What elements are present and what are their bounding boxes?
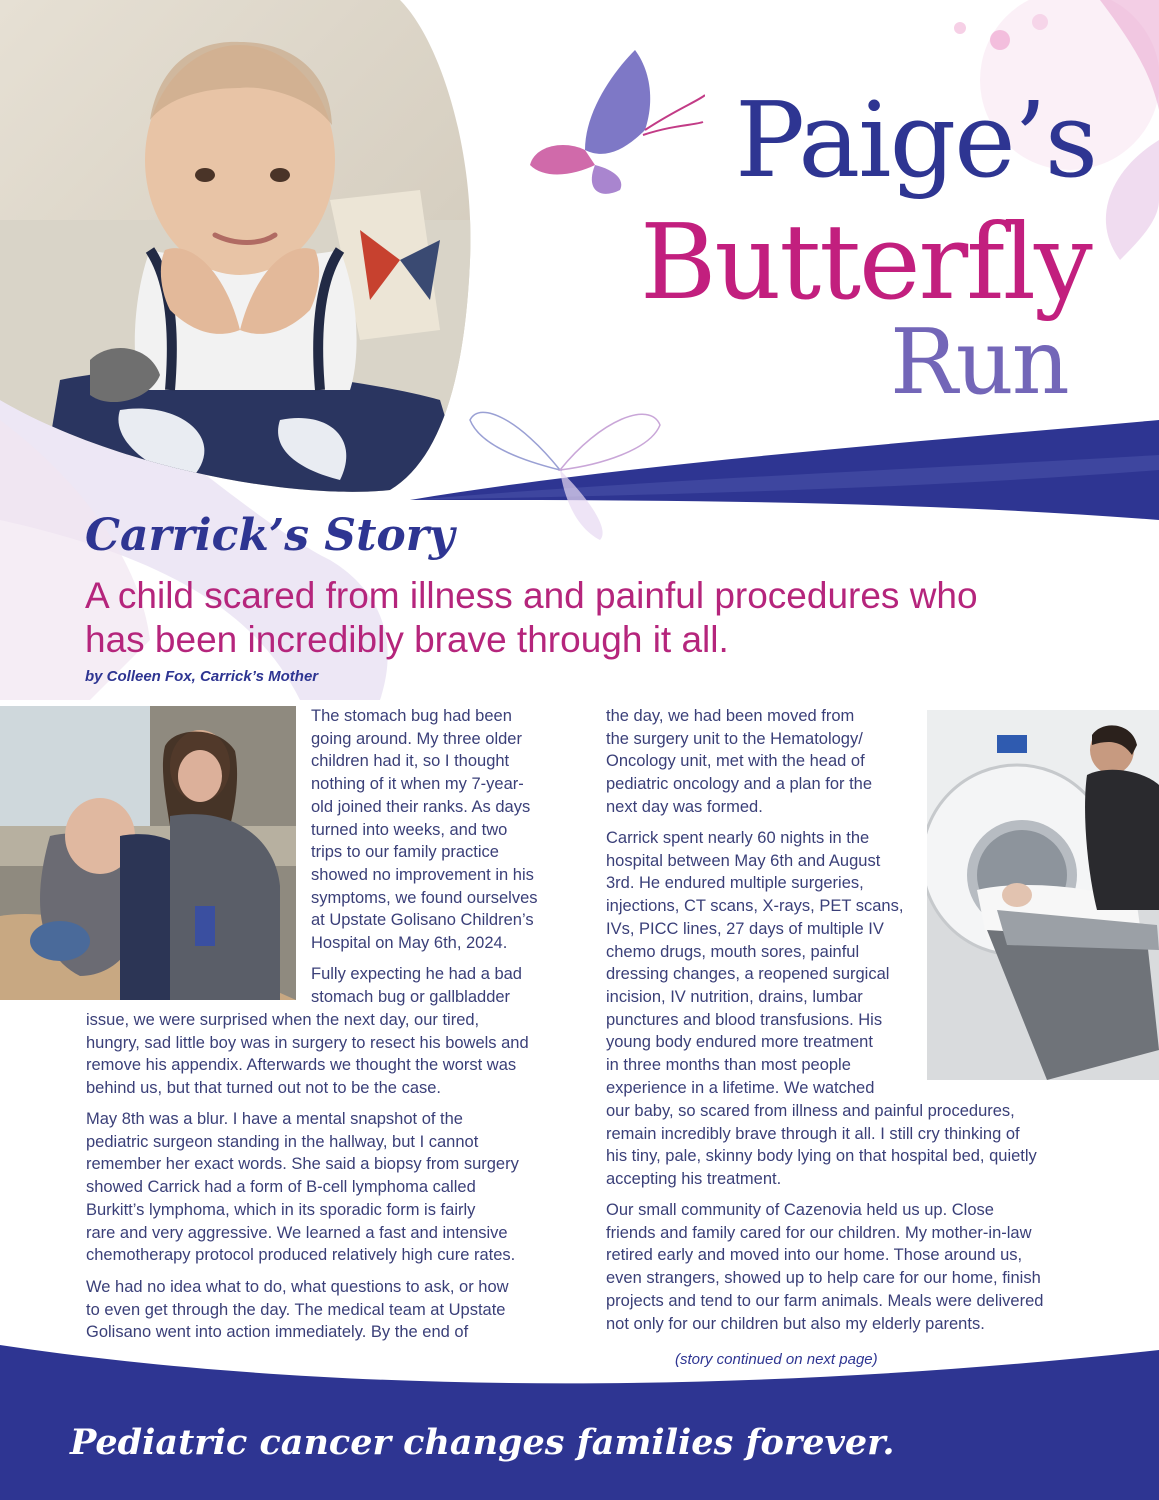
footer-tagline: Pediatric cancer changes families forever.	[70, 1422, 895, 1463]
continued-note: (story continued on next page)	[675, 1351, 878, 1368]
group-photo	[0, 706, 296, 1000]
col1-para1: The stomach bug had been going around. My three older children had it, so I thought nothing of it when my 7-year- old joined their ranks. As days turned into weeks, and two trips to our family practice showed no improvement in his symptoms, we found ourselves at Upstate Golisano Children’s Hospital on May 6th, 2024.	[311, 707, 538, 953]
butterfly-icon	[525, 40, 705, 210]
title-line-run: Run	[890, 310, 1068, 415]
col2-para1: the day, we had been moved from the surgery unit to the Hematology/ Oncology unit, met with the head of pediatric oncology and a plan for the next day was formed.	[606, 707, 873, 816]
story-subtitle: A child scared from illness and painful procedures who has been incredibly brave through it all.	[85, 575, 978, 660]
col2-para2-start: Carrick spent nearly 60 nights in the hospital between May 6th and August 3rd. He endured multiple surgeries, injections, CT scans, X-rays, PET scans, IVs, PICC lines, 27 days of multiple IV chemo drugs, mouth sores, painful dressing changes, a reopened surgical incision, IV nutrition, drains, lumbar punctures and blood transfusions. His young body endured more treatment in three months than most people experience in a lifetime. We watched	[606, 829, 904, 1097]
col2-para3: Our small community of Cazenovia held us up. Close friends and family cared for our children. My mother-in-law retired early and moved into our home. Those around us, even strangers, showed up to help care for our home, finish projects and tend to our farm animals. Meals were delivered not only for our children but also my elderly parents.	[606, 1201, 1044, 1333]
col1-para2-end: issue, we were surprised when the next day, our tired, hungry, sad little boy was in surgery to resect his bowels and remove his appendix. Afterwards we thought the worst was behind us, but that turned out not to be the case.	[86, 1011, 529, 1098]
col1-para2-start: Fully expecting he had a bad stomach bug or gallbladder	[311, 965, 522, 1006]
story-title: Carrick’s Story	[85, 510, 455, 561]
col2-para2-end: our baby, so scared from illness and painful procedures, remain incredibly brave through it all. I still cry thinking of his tiny, pale, skinny body lying on that hospital bed, quietly accepting his treatment.	[606, 1102, 1037, 1189]
col1-para3: May 8th was a blur. I have a mental snapshot of the pediatric surgeon standing in the hallway, but I cannot remember her exact words. She said a biopsy from surgery showed Carrick had a form of B-cell lymphoma called Burkitt’s lymphoma, which in its sporadic form is fairly rare and very aggressive. We learned a fast and intensive chemotherapy protocol produced relatively high cure rates.	[86, 1110, 519, 1265]
title-line-paiges: Paige’s	[735, 79, 1097, 201]
hero-photo	[0, 0, 480, 500]
col1-para4: We had no idea what to do, what questions to ask, or how to even get through the day. The medical team at Upstate Golisano went into action immediately. By the end of	[86, 1278, 509, 1342]
scan-photo	[927, 710, 1159, 1080]
title-line-butterfly: Butterfly	[640, 201, 1091, 323]
story-byline: by Colleen Fox, Carrick’s Mother	[85, 668, 319, 685]
